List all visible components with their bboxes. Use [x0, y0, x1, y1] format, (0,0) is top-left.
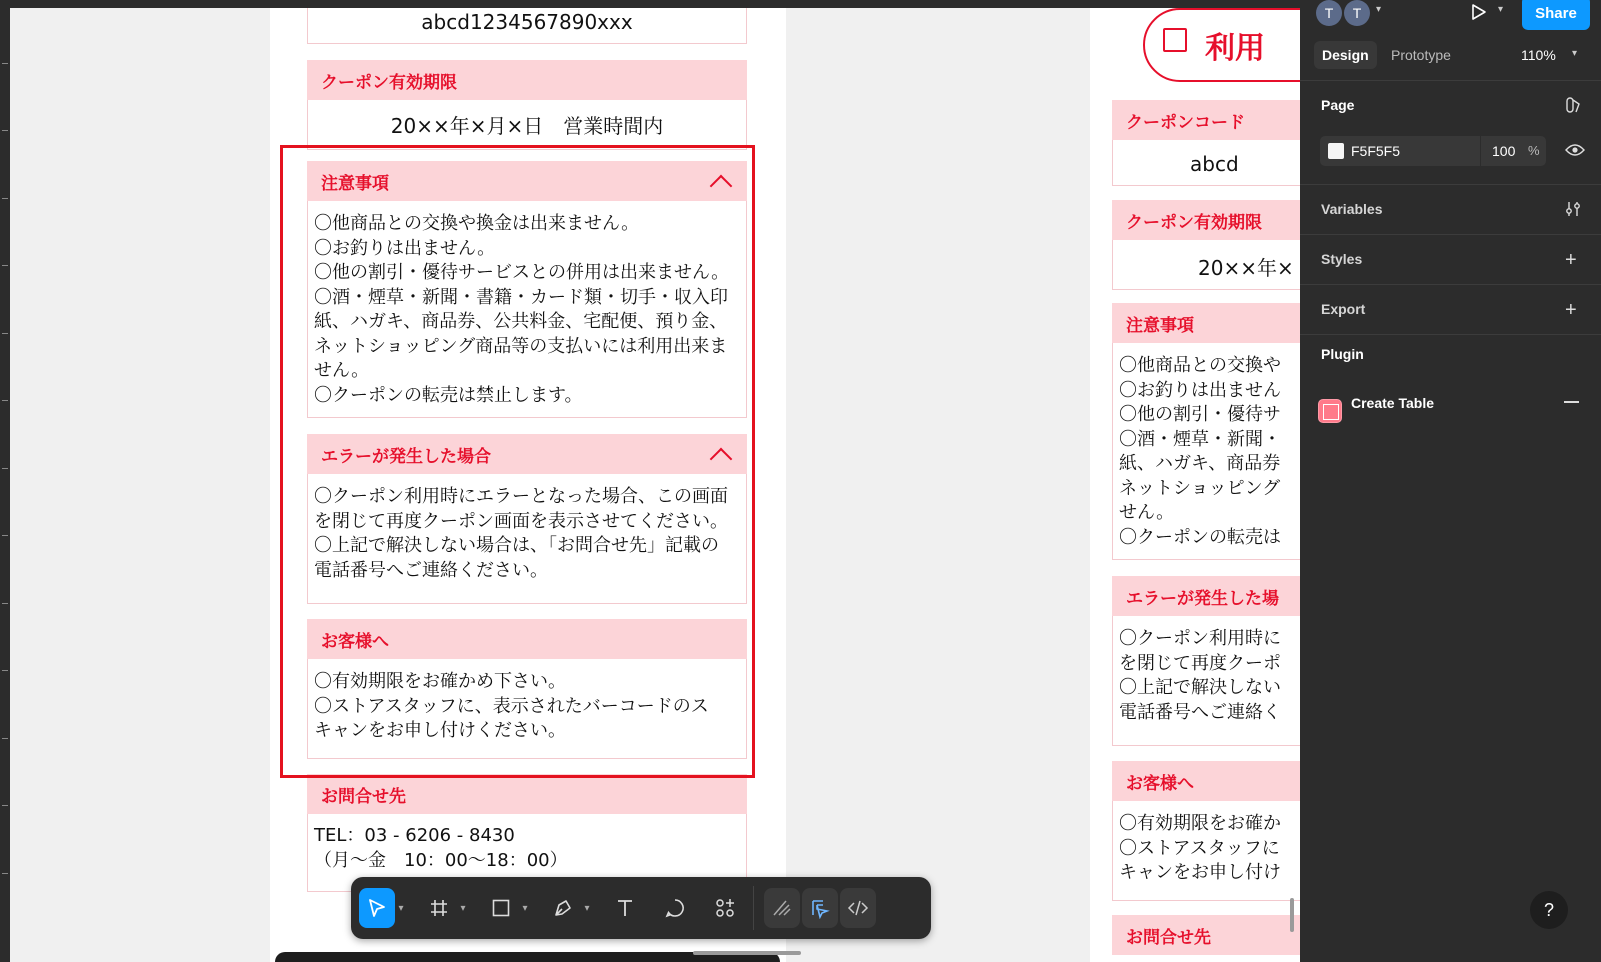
- field-divider: [1480, 136, 1481, 166]
- gift-icon: [1163, 28, 1187, 52]
- code-value: abcd: [1190, 152, 1239, 176]
- share-button[interactable]: Share: [1522, 0, 1590, 30]
- vertical-scrollbar[interactable]: [1290, 898, 1294, 932]
- notes-line: 〇酒・煙草・新聞・書籍・カード類・切手・収入印: [314, 286, 728, 308]
- notes-body-right: [1119, 354, 1300, 550]
- panel-divider: [1300, 334, 1601, 335]
- chevron-down-icon[interactable]: ▾: [398, 902, 404, 914]
- error-body-right: [1119, 627, 1300, 725]
- customer-line: キャンをお申し付け: [1119, 862, 1281, 883]
- avatar[interactable]: T: [1344, 0, 1370, 26]
- notes-line: せん。: [314, 360, 370, 381]
- error-line: 〇上記で解決しない場合は、「お問合せ先」記載の: [314, 535, 719, 556]
- notes-line: 〇クーポンの転売は禁止します。: [314, 384, 583, 406]
- bottom-toolbar: [351, 877, 931, 939]
- customer-body-right: [1119, 812, 1300, 886]
- comment-icon[interactable]: [657, 888, 693, 928]
- code-title: クーポンコード: [1126, 112, 1245, 133]
- vertical-ruler: [0, 8, 10, 962]
- customer-line: 〇ストアスタッフに: [1119, 837, 1280, 859]
- expiry-header: [307, 60, 747, 100]
- expiry-value-right: 20××年×: [1198, 256, 1294, 280]
- customer-line: キャンをお申し付けください。: [314, 720, 566, 741]
- pen-icon[interactable]: [545, 888, 581, 928]
- minus-icon[interactable]: [1564, 401, 1579, 403]
- move-icon[interactable]: [359, 888, 395, 928]
- notes-line: ネットショッピング商品等の支払いには利用出来ま: [314, 335, 728, 357]
- chevron-down-icon[interactable]: ▾: [584, 902, 590, 914]
- actions-icon[interactable]: [707, 888, 743, 928]
- error-line: を閉じて再度クーポン画面を表示させてください。: [314, 510, 728, 532]
- page-label: Page: [1321, 97, 1355, 113]
- expiry-title-right: クーポン有効期限: [1126, 212, 1262, 233]
- color-swatch[interactable]: [1328, 143, 1344, 159]
- export-label: Export: [1321, 301, 1366, 317]
- contact-header: [307, 774, 747, 814]
- expiry-header-right: [1112, 200, 1300, 240]
- page-color-hex[interactable]: F5F5F5: [1351, 143, 1401, 159]
- tab-design[interactable]: Design: [1314, 41, 1377, 69]
- notes-line: 〇他の割引・優待サ: [1119, 404, 1281, 425]
- code-header: [1112, 100, 1300, 140]
- chevron-down-icon[interactable]: ▾: [522, 902, 528, 914]
- contact-title-right: お問合せ先: [1126, 927, 1211, 948]
- customer-line: 〇有効期限をお確か: [1119, 813, 1281, 834]
- contact-header-right: [1112, 915, 1300, 955]
- chevron-down-icon[interactable]: ▾: [1572, 48, 1578, 59]
- customer-line: 〇ストアスタッフに、表示されたバーコードのス: [314, 695, 709, 717]
- plugin-label: Plugin: [1321, 346, 1364, 362]
- variables-icon[interactable]: [1564, 200, 1582, 223]
- page-opacity[interactable]: 100: [1492, 143, 1516, 159]
- notes-line: 〇お釣りは出ません: [1119, 379, 1281, 401]
- error-line: 〇クーポン利用時にエラーとなった場合、この画面: [314, 486, 728, 507]
- add-export-icon[interactable]: +: [1565, 299, 1577, 321]
- chevron-down-icon[interactable]: ▾: [1376, 4, 1382, 15]
- notes-line: 〇他の割引・優待サービスとの併用は出来ません。: [314, 262, 730, 283]
- error-line: 電話番号へご連絡く: [1119, 701, 1281, 723]
- notes-line: せん。: [1119, 502, 1175, 523]
- zoom-level[interactable]: 110%: [1521, 47, 1556, 63]
- customer-title-right: お客様へ: [1126, 773, 1194, 794]
- customer-line: 〇有効期限をお確かめ下さい。: [314, 671, 566, 692]
- dev-mode-icon[interactable]: [802, 888, 838, 928]
- notes-line: 〇他商品との交換や換金は出来ません。: [314, 213, 640, 234]
- error-title-right: エラーが発生した場: [1126, 588, 1279, 609]
- notes-line: 〇お釣りは出ません。: [314, 237, 496, 259]
- expiry-title: クーポン有効期限: [321, 72, 457, 93]
- notes-line: 〇他商品との交換や: [1119, 355, 1281, 376]
- page-color-field[interactable]: [1320, 136, 1546, 166]
- customer-title: お客様へ: [321, 631, 389, 652]
- tab-prototype[interactable]: Prototype: [1391, 47, 1451, 63]
- percent-sign: %: [1528, 143, 1540, 158]
- use-coupon-button[interactable]: [1143, 8, 1300, 82]
- error-line: 電話番号へご連絡ください。: [314, 559, 548, 581]
- chevron-down-icon[interactable]: ▾: [1498, 4, 1504, 15]
- expiry-value: 20××年×月×日 営業時間内: [390, 114, 664, 138]
- error-line: 〇上記で解決しない: [1119, 677, 1281, 698]
- frame-icon[interactable]: [421, 888, 457, 928]
- panel-divider: [1300, 184, 1601, 185]
- notes-line: 紙、ハガキ、商品券: [1119, 453, 1281, 474]
- contact-hours: （月〜金 10：00〜18：00）: [314, 849, 568, 871]
- chevron-down-icon[interactable]: ▾: [460, 902, 466, 914]
- notes-header-right: [1112, 303, 1300, 343]
- notes-title-right: 注意事項: [1126, 315, 1194, 336]
- notes-title: 注意事項: [321, 173, 389, 194]
- table-icon: [1318, 399, 1342, 423]
- notes-line: 〇酒・煙草・新聞・: [1119, 428, 1281, 450]
- coupon-code-value: abcd1234567890xxx: [421, 10, 633, 34]
- contact-title: お問合せ先: [321, 786, 406, 807]
- notes-line: 〇クーポンの転売は: [1119, 526, 1281, 548]
- error-title: エラーが発生した場合: [321, 446, 491, 467]
- error-line: 〇クーポン利用時に: [1119, 628, 1281, 649]
- design-canvas[interactable]: [10, 8, 1300, 962]
- canvas-top-strip: [0, 0, 1300, 8]
- selection-outline: [280, 145, 755, 778]
- eye-icon[interactable]: [1565, 142, 1585, 162]
- customer-header-right: [1112, 761, 1300, 801]
- add-style-icon[interactable]: +: [1565, 249, 1577, 271]
- plugin-name[interactable]: Create Table: [1351, 395, 1434, 411]
- error-header-right: [1112, 576, 1300, 616]
- notes-line: 紙、ハガキ、商品券、公共料金、宅配便、預り金、: [314, 311, 728, 332]
- contact-phone: TEL：03 - 6206 - 8430: [314, 825, 515, 846]
- play-icon[interactable]: [1468, 2, 1488, 27]
- avatar[interactable]: T: [1316, 0, 1342, 26]
- code-icon[interactable]: [840, 888, 876, 928]
- page-styles-icon[interactable]: [1565, 96, 1583, 119]
- notes-line: ネットショッピング: [1119, 477, 1281, 499]
- draw-icon[interactable]: [764, 888, 800, 928]
- coupon-frame-secondary[interactable]: [1090, 8, 1300, 962]
- text-icon[interactable]: [607, 888, 643, 928]
- contact-body: [314, 824, 744, 873]
- variables-label: Variables: [1321, 201, 1383, 217]
- panel-divider: [1300, 284, 1601, 285]
- help-button[interactable]: ?: [1530, 891, 1568, 929]
- panel-divider: [1300, 234, 1601, 235]
- toolbar-divider: [753, 886, 754, 930]
- panel-divider: [1300, 80, 1601, 81]
- error-line: を閉じて再度クーポ: [1119, 652, 1281, 674]
- use-coupon-label: 利用: [1205, 31, 1265, 66]
- horizontal-scrollbar[interactable]: [693, 951, 801, 955]
- rectangle-icon[interactable]: [483, 888, 519, 928]
- styles-label: Styles: [1321, 251, 1363, 267]
